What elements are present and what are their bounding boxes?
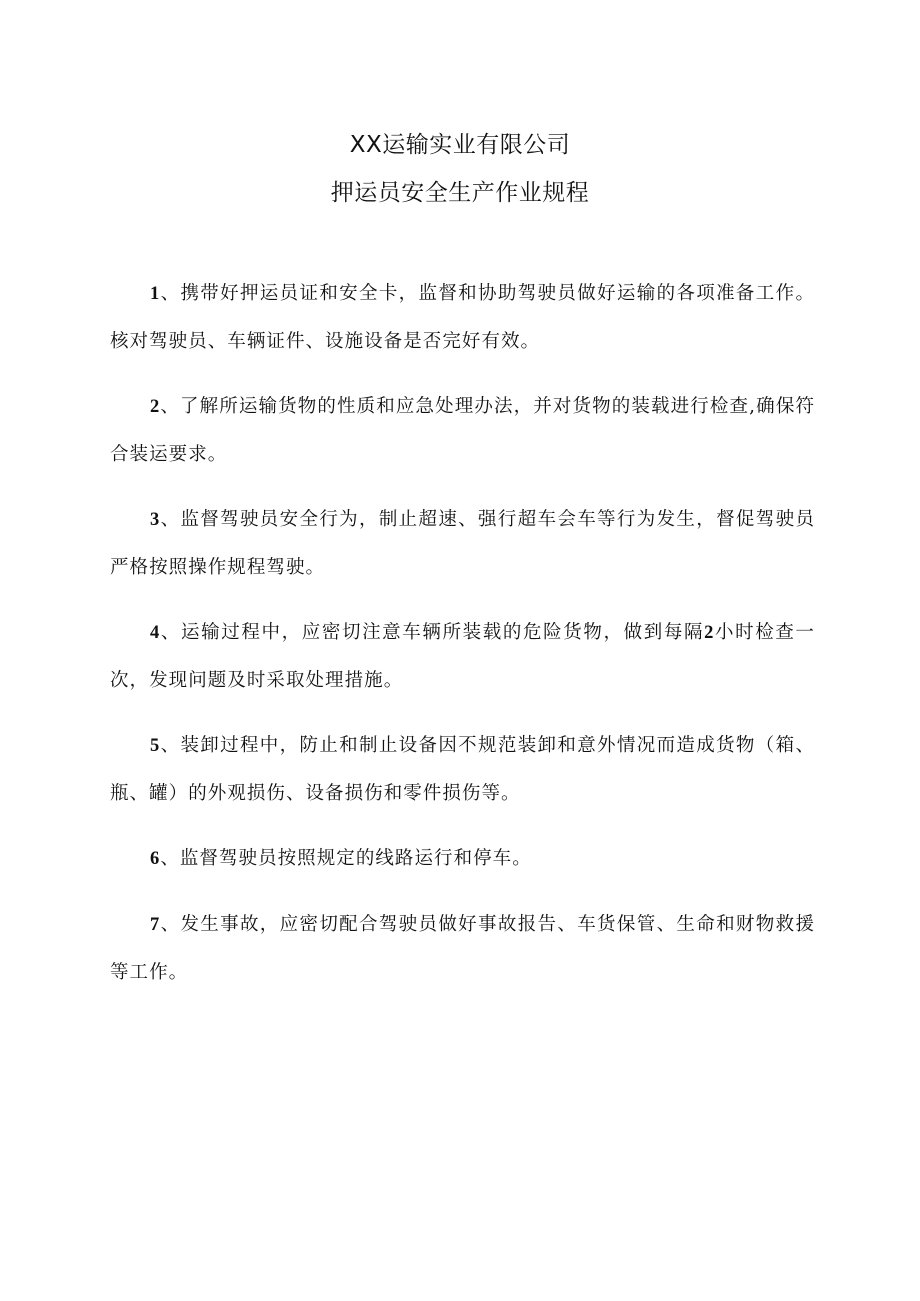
item-text: 、携带好押运员证和安全卡，监督和协助驾驶员做好运输的各项准备工作。核对驾驶员、车辆证件、设施设备是否完好有效。 <box>110 283 815 352</box>
item-number: 1 <box>150 284 161 304</box>
regulation-item-6 <box>110 835 815 883</box>
inline-hours-number: 2 <box>704 623 715 643</box>
regulation-item-3 <box>110 496 815 591</box>
regulation-item-2 <box>110 383 815 478</box>
company-title: XX运输实业有限公司 <box>349 132 571 158</box>
regulation-item-5 <box>110 722 815 817</box>
regulation-item-7 <box>110 901 815 996</box>
item-text: 、了解所运输货物的性质和应急处理办法，并对货物的装载进行检查,确保符合装运要求。 <box>110 396 815 465</box>
regulation-body <box>110 270 815 1014</box>
document-subtitle: 押运员安全生产作业规程 <box>330 180 590 206</box>
item-number: 4 <box>150 623 161 643</box>
regulation-item-4 <box>110 609 815 704</box>
item-text-before: 、运输过程中，应密切注意车辆所装载的危险货物，做到每隔 <box>160 622 705 643</box>
item-text: 、发生事故，应密切配合驾驶员做好事故报告、车货保管、生命和财物救援等工作。 <box>110 914 815 983</box>
item-number: 5 <box>150 736 161 756</box>
item-text-after: 小时检查一次，发现问题及时采取处理措施。 <box>110 622 815 691</box>
item-number: 3 <box>150 510 161 530</box>
item-number: 6 <box>150 849 161 869</box>
item-number: 7 <box>150 915 161 935</box>
regulation-item-1 <box>110 270 815 365</box>
item-text: 、监督驾驶员安全行为，制止超速、强行超车会车等行为发生，督促驾驶员严格按照操作规程驾驶。 <box>110 509 815 578</box>
item-text: 、监督驾驶员按照规定的线路运行和停车。 <box>160 848 532 869</box>
item-text: 、装卸过程中，防止和制止设备因不规范装卸和意外情况而造成货物（箱、瓶、罐）的外观损伤、设备损伤和零件损伤等。 <box>110 735 815 804</box>
item-number: 2 <box>150 397 161 417</box>
